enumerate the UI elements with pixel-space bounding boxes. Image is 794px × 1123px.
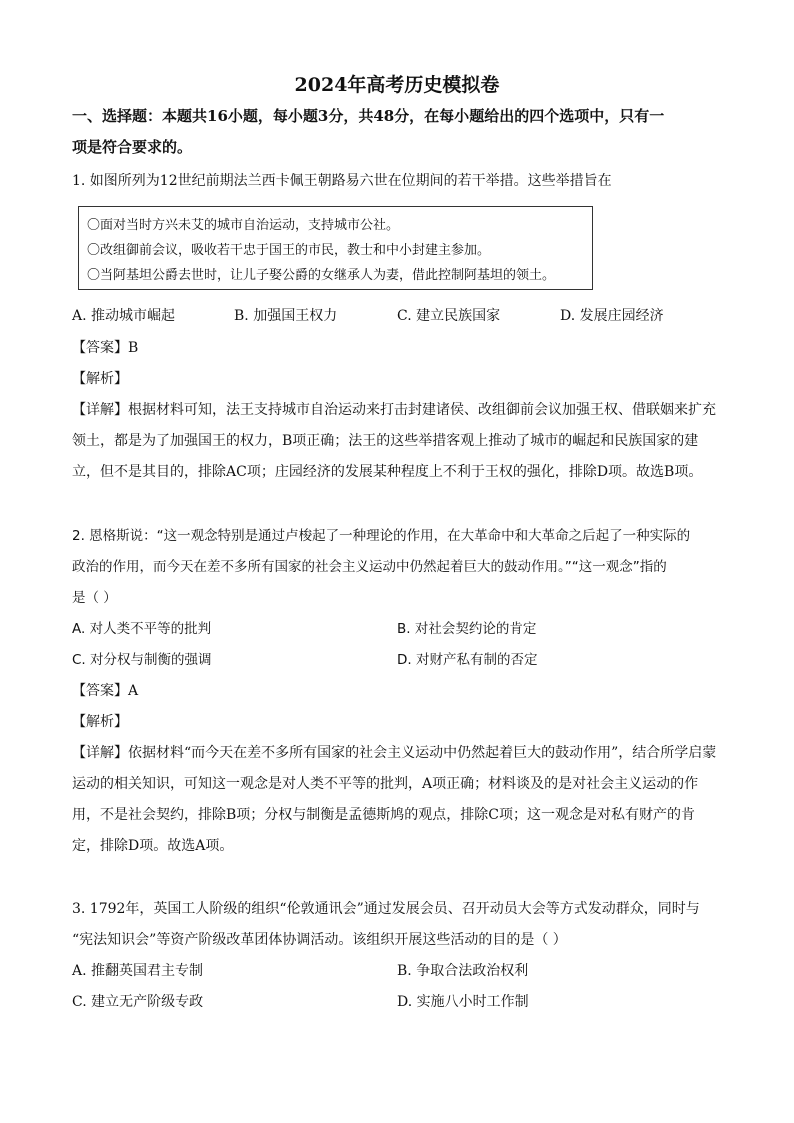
section-instruction-cont: 项是符合要求的。 [72,138,193,156]
material-item: 〇当阿基坦公爵去世时，让儿子娶公爵的女继承人为妻，借此控制阿基坦的领土。 [87,268,556,283]
question-3-option-d: D. 实施八小时工作制 [397,994,529,1010]
question-2-stem: 2. 恩格斯说：“这一观念特别是通过卢梭起了一种理论的作用，在大革命中和大革命之后起了一种实际的 [72,528,691,544]
question-2-stem: 政治的作用，而今天在差不多所有国家的社会主义运动中仍然起着巨大的鼓动作用。”“这一观念”指的 [72,559,667,575]
question-3-option-c: C. 建立无产阶级专政 [72,994,204,1010]
section-instruction: 一、选择题：本题共16小题，每小题3分，共48分，在每小题给出的四个选项中，只有一 [72,107,665,125]
question-2-option-b: B. 对社会契约论的肯定 [397,621,537,637]
page-title: 2024年高考历史模拟卷 [294,74,500,96]
question-1-option-c: C. 建立民族国家 [397,308,501,324]
question-3-option-b: B. 争取合法政治权利 [397,963,529,979]
question-3-option-a: A. 推翻英国君主专制 [72,963,204,979]
material-item: 〇面对当时方兴未艾的城市自治运动，支持城市公社。 [87,218,400,233]
question-1-detail: 【详解】根据材料可知，法王支持城市自治运动来打击封建诸侯、改组御前会议加强王权、借联姻来扩充 [72,402,716,418]
question-1-analysis-label: 【解析】 [72,371,128,387]
question-2-stem: 是（ ） [72,590,117,606]
question-2-answer: 【答案】A [72,683,139,699]
question-2-option-a: A. 对人类不平等的批判 [72,621,212,637]
question-2-detail: 【详解】依据材料“而今天在差不多所有国家的社会主义运动中仍然起着巨大的鼓动作用”，结合所学启蒙 [72,745,717,761]
question-2-detail: 定，排除D项。故选A项。 [72,838,234,854]
question-1-option-d: D. 发展庄园经济 [560,308,664,324]
question-3-stem: 3. 1792年，英国工人阶级的组织“伦敦通讯会”通过发展会员、召开动员大会等方式发动群众，同时与 [72,901,700,917]
question-2-option-d: D. 对财产私有制的否定 [397,652,538,668]
question-1-detail: 领土，都是为了加强国王的权力，B项正确；法王的这些举措客观上推动了城市的崛起和民族国家的建 [72,433,699,449]
question-2-detail: 用，不是社会契约，排除B项；分权与制衡是孟德斯鸠的观点，排除C项；这一观念是对私有财产的肯 [72,807,695,823]
question-1-option-a: A. 推动城市崛起 [72,308,176,324]
question-2-analysis-label: 【解析】 [72,714,128,730]
question-1-detail: 立，但不是其目的，排除AC项；庄园经济的发展某种程度上不利于王权的强化，排除D项。故选B项。 [72,464,703,480]
question-2-detail: 运动的相关知识，可知这一观念是对人类不平等的批判，A项正确；材料谈及的是对社会主义运动的作 [72,776,699,792]
question-1-stem: 1. 如图所列为12世纪前期法兰西卡佩王朝路易六世在位期间的若干举措。这些举措旨在 [72,173,612,189]
material-item: 〇改组御前会议，吸收若干忠于国王的市民，教士和中小封建主参加。 [87,243,491,258]
question-1-option-b: B. 加强国王权力 [234,308,338,324]
question-1-material-box [78,206,593,290]
question-2-option-c: C. 对分权与制衡的强调 [72,652,212,668]
question-1-answer: 【答案】B [72,340,139,356]
question-3-stem: “宪法知识会”等资产阶级改革团体协调活动。该组织开展这些活动的目的是（ ） [72,932,567,948]
